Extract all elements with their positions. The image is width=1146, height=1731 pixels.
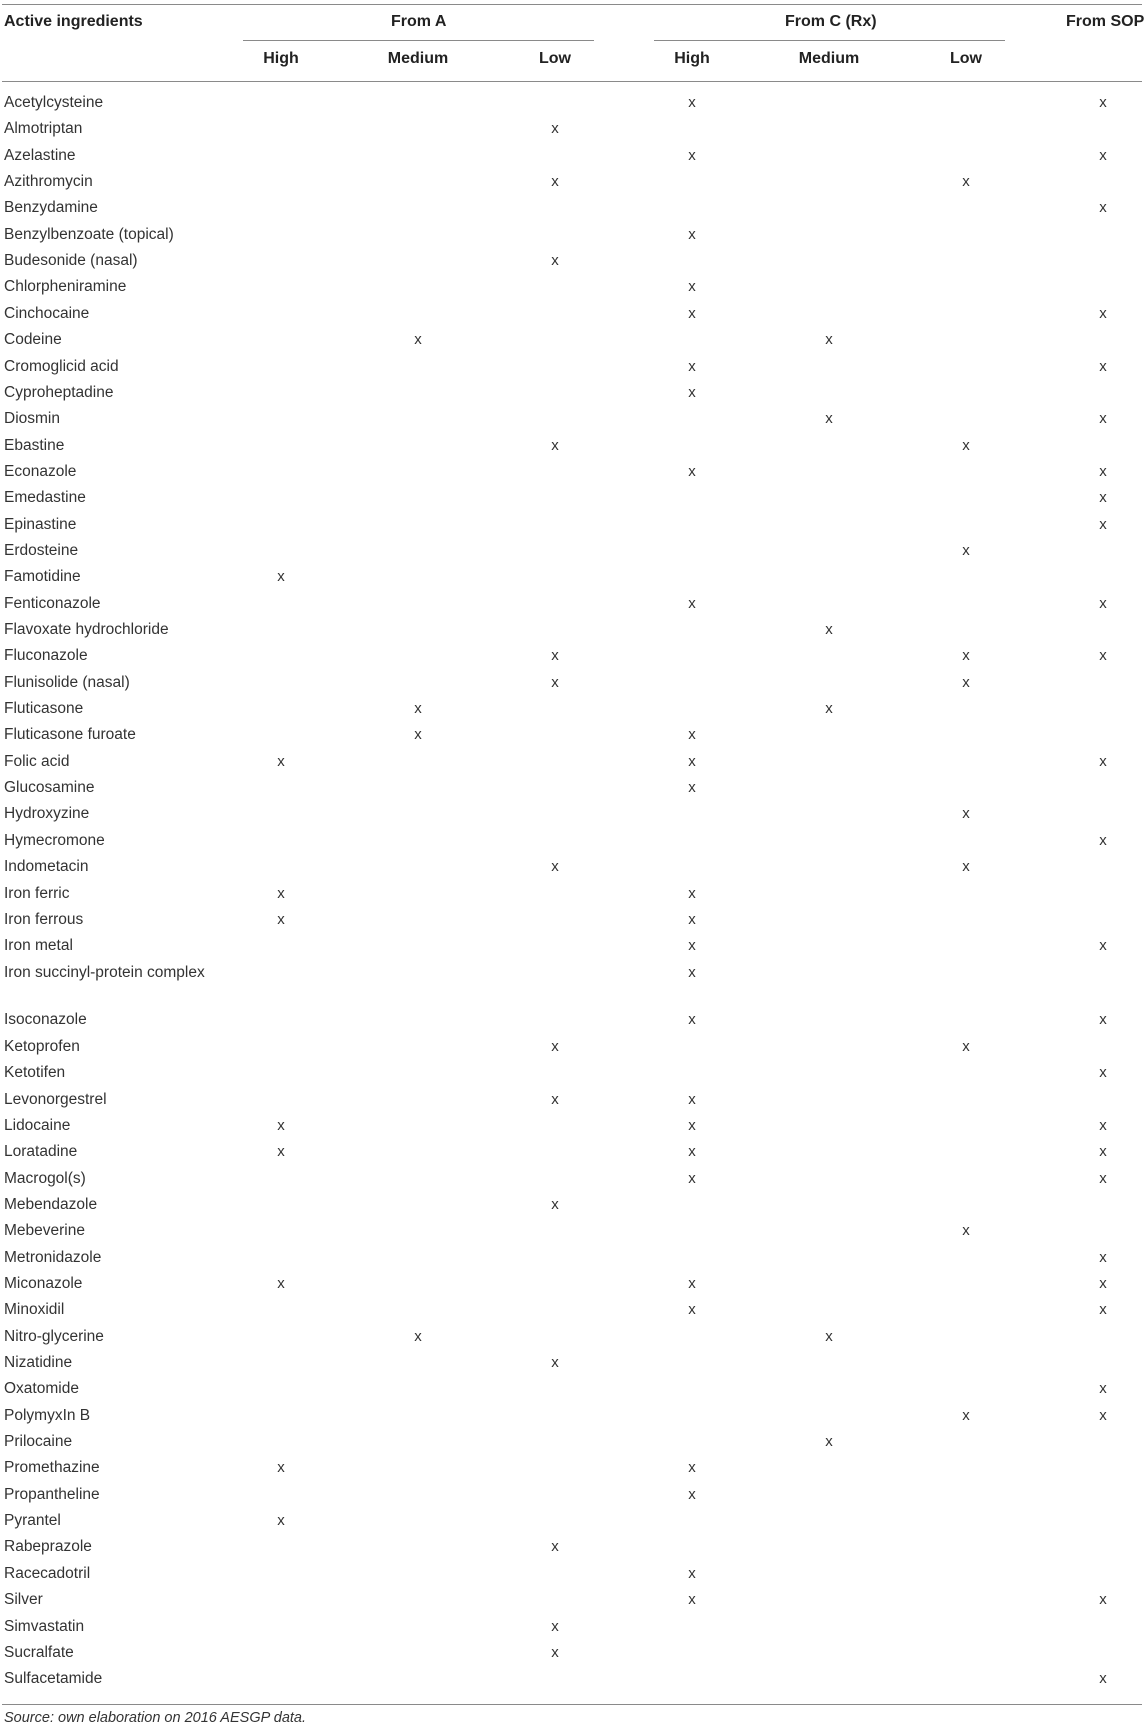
ingredient-name: PolymyxIn B bbox=[4, 1406, 91, 1424]
ingredient-name: Nitro-glycerine bbox=[4, 1327, 104, 1345]
mark-a-high: x bbox=[277, 1512, 285, 1530]
table-row bbox=[0, 1141, 1146, 1167]
mark-c-high: x bbox=[688, 146, 696, 164]
mark-a-low: x bbox=[551, 858, 559, 876]
ingredient-name: Hymecromone bbox=[4, 831, 105, 849]
mark-c-high: x bbox=[688, 1090, 696, 1108]
table-row bbox=[0, 1352, 1146, 1378]
header-c-high: High bbox=[674, 50, 710, 67]
ingredient-name: Acetylcysteine bbox=[4, 94, 104, 111]
mark-sop: x bbox=[1099, 1670, 1107, 1688]
mark-sop: x bbox=[1099, 489, 1107, 507]
table-row bbox=[0, 856, 1146, 882]
header-a-medium: Medium bbox=[387, 50, 449, 67]
mark-a-low: x bbox=[551, 436, 559, 454]
ingredient-name: Fluconazole bbox=[4, 647, 88, 665]
mark-c-high: x bbox=[688, 752, 696, 770]
ingredient-name: Iron succinyl-protein complex bbox=[4, 963, 205, 981]
ingredient-name: Cromoglicid acid bbox=[4, 357, 119, 375]
table-row bbox=[0, 487, 1146, 513]
mark-sop: x bbox=[1099, 1406, 1107, 1424]
header-a-low: Low bbox=[539, 50, 571, 67]
mark-c-high: x bbox=[688, 963, 696, 981]
source-footnote: Source: own elaboration on 2016 AESGP data. bbox=[4, 1710, 307, 1726]
table-row bbox=[0, 1405, 1146, 1431]
table-row bbox=[0, 1616, 1146, 1642]
mark-sop: x bbox=[1099, 410, 1107, 428]
mark-a-high: x bbox=[277, 568, 285, 586]
ingredient-name: Macrogol(s) bbox=[4, 1169, 86, 1187]
ingredient-name: Mebeverine bbox=[4, 1222, 85, 1240]
ingredient-name: Epinastine bbox=[4, 515, 77, 533]
mark-c-high: x bbox=[688, 1564, 696, 1582]
table-row bbox=[0, 276, 1146, 302]
table-row bbox=[0, 1431, 1146, 1457]
mark-a-high: x bbox=[277, 1274, 285, 1292]
mark-a-medium: x bbox=[414, 331, 422, 349]
mark-a-low: x bbox=[551, 1354, 559, 1371]
mark-a-high: x bbox=[277, 1116, 285, 1134]
mark-a-high: x bbox=[277, 752, 285, 770]
table-row bbox=[0, 1378, 1146, 1404]
table-row bbox=[0, 1457, 1146, 1483]
table-row bbox=[0, 1326, 1146, 1352]
table-row bbox=[0, 1062, 1146, 1088]
mark-a-low: x bbox=[551, 673, 559, 691]
ingredient-name: Sulfacetamide bbox=[4, 1670, 103, 1688]
mark-sop: x bbox=[1099, 831, 1107, 849]
table-row bbox=[0, 92, 1146, 118]
mark-c-medium: x bbox=[825, 1327, 833, 1345]
table-row bbox=[0, 672, 1146, 698]
ingredient-name: Loratadine bbox=[4, 1143, 78, 1161]
mark-sop: x bbox=[1099, 515, 1107, 533]
table-row bbox=[0, 118, 1146, 144]
mark-c-low: x bbox=[962, 647, 970, 665]
ingredient-name: Chlorpheniramine bbox=[4, 278, 127, 296]
mark-c-high: x bbox=[688, 594, 696, 612]
mark-sop: x bbox=[1099, 1169, 1107, 1187]
ingredient-name: Econazole bbox=[4, 462, 77, 480]
table-row bbox=[0, 1009, 1146, 1035]
ingredient-name: Benzydamine bbox=[4, 199, 98, 217]
table-row bbox=[0, 830, 1146, 856]
mark-sop: x bbox=[1099, 199, 1107, 217]
table-row bbox=[0, 645, 1146, 671]
table-row bbox=[0, 461, 1146, 487]
ingredient-name: Fluticasone bbox=[4, 700, 84, 718]
mark-sop: x bbox=[1099, 1591, 1107, 1609]
mark-a-high: x bbox=[277, 1459, 285, 1477]
ingredient-name: Glucosamine bbox=[4, 779, 95, 797]
table-row bbox=[0, 962, 1146, 1010]
mark-sop: x bbox=[1099, 1274, 1107, 1292]
ingredient-name: Cyproheptadine bbox=[4, 383, 114, 401]
mark-c-high: x bbox=[688, 1591, 696, 1609]
mark-sop: x bbox=[1099, 462, 1107, 480]
ingredient-name: Ketotifen bbox=[4, 1064, 66, 1082]
mark-sop: x bbox=[1099, 752, 1107, 770]
header-a-high: High bbox=[263, 50, 299, 67]
table-row bbox=[0, 514, 1146, 540]
ingredient-name: Propantheline bbox=[4, 1485, 100, 1503]
mark-sop: x bbox=[1099, 1301, 1107, 1319]
ingredient-name: Hydroxyzine bbox=[4, 805, 90, 823]
mark-a-low: x bbox=[551, 1037, 559, 1055]
ingredient-name: Ketoprofen bbox=[4, 1037, 80, 1055]
mark-c-medium: x bbox=[825, 1433, 833, 1451]
mark-c-high: x bbox=[688, 94, 696, 111]
mark-a-low: x bbox=[551, 1643, 559, 1661]
table-row bbox=[0, 329, 1146, 355]
table-row bbox=[0, 751, 1146, 777]
mark-a-high: x bbox=[277, 1143, 285, 1161]
mark-a-low: x bbox=[551, 1538, 559, 1556]
mark-c-medium: x bbox=[825, 621, 833, 638]
table-row bbox=[0, 1510, 1146, 1536]
table-row bbox=[0, 909, 1146, 935]
mark-c-high: x bbox=[688, 1274, 696, 1292]
mark-a-low: x bbox=[551, 252, 559, 270]
table-row bbox=[0, 145, 1146, 171]
ingredient-name: Erdosteine bbox=[4, 541, 79, 559]
mark-c-high: x bbox=[688, 726, 696, 744]
mark-a-low: x bbox=[551, 173, 559, 191]
mark-c-high: x bbox=[688, 1169, 696, 1187]
mark-c-high: x bbox=[688, 1116, 696, 1134]
table-row bbox=[0, 1484, 1146, 1510]
mark-c-high: x bbox=[688, 1011, 696, 1029]
mark-c-low: x bbox=[962, 541, 970, 559]
mark-a-medium: x bbox=[414, 726, 422, 744]
mark-sop: x bbox=[1099, 94, 1107, 111]
ingredient-name: Folic acid bbox=[4, 752, 70, 770]
mark-a-low: x bbox=[551, 1090, 559, 1108]
ingredient-name: Indometacin bbox=[4, 858, 89, 876]
ingredient-name: Emedastine bbox=[4, 489, 86, 507]
table-row bbox=[0, 724, 1146, 750]
mark-c-low: x bbox=[962, 1406, 970, 1424]
table-bottom-rule bbox=[2, 1704, 1142, 1705]
header-from-c: From C (Rx) bbox=[785, 13, 877, 30]
header-from-a: From A bbox=[391, 13, 447, 30]
mark-c-high: x bbox=[688, 278, 696, 296]
table-row bbox=[0, 935, 1146, 961]
ingredient-name: Miconazole bbox=[4, 1274, 83, 1292]
ingredient-name: Flunisolide (nasal) bbox=[4, 673, 130, 691]
from-a-group-rule bbox=[243, 40, 594, 41]
ingredient-name: Sucralfate bbox=[4, 1643, 74, 1661]
mark-sop: x bbox=[1099, 146, 1107, 164]
table-row bbox=[0, 593, 1146, 619]
ingredient-name: Mebendazole bbox=[4, 1195, 98, 1213]
table-row bbox=[0, 197, 1146, 223]
table-row bbox=[0, 619, 1146, 645]
header-c-medium: Medium bbox=[798, 50, 860, 67]
table-row bbox=[0, 224, 1146, 250]
mark-sop: x bbox=[1099, 1064, 1107, 1082]
ingredient-name: Iron metal bbox=[4, 937, 73, 955]
ingredient-name: Flavoxate hydrochloride bbox=[4, 621, 169, 638]
from-c-group-rule bbox=[654, 40, 1005, 41]
mark-c-low: x bbox=[962, 1037, 970, 1055]
mark-c-low: x bbox=[962, 805, 970, 823]
mark-sop: x bbox=[1099, 937, 1107, 955]
table-row bbox=[0, 1247, 1146, 1273]
table-row bbox=[0, 1563, 1146, 1589]
ingredient-name: Prilocaine bbox=[4, 1433, 73, 1451]
mark-sop: x bbox=[1099, 1143, 1107, 1161]
ingredient-name: Diosmin bbox=[4, 410, 60, 428]
mark-c-medium: x bbox=[825, 410, 833, 428]
mark-sop: x bbox=[1099, 1248, 1107, 1266]
header-from-sop: From SOP bbox=[1066, 13, 1145, 30]
mark-c-low: x bbox=[962, 673, 970, 691]
mark-a-high: x bbox=[277, 884, 285, 902]
mark-a-medium: x bbox=[414, 700, 422, 718]
mark-c-high: x bbox=[688, 357, 696, 375]
mark-c-high: x bbox=[688, 884, 696, 902]
table-row bbox=[0, 250, 1146, 276]
mark-sop: x bbox=[1099, 1011, 1107, 1029]
ingredient-name: Azelastine bbox=[4, 146, 76, 164]
ingredient-name: Almotriptan bbox=[4, 120, 83, 138]
mark-c-low: x bbox=[962, 858, 970, 876]
mark-sop: x bbox=[1099, 1380, 1107, 1398]
mark-c-high: x bbox=[688, 1459, 696, 1477]
table-row bbox=[0, 540, 1146, 566]
ingredient-name: Levonorgestrel bbox=[4, 1090, 107, 1108]
mark-c-high: x bbox=[688, 1143, 696, 1161]
ingredient-name: Lidocaine bbox=[4, 1116, 71, 1134]
ingredient-name: Ebastine bbox=[4, 436, 65, 454]
ingredient-name: Pyrantel bbox=[4, 1512, 61, 1530]
table-row bbox=[0, 803, 1146, 829]
table-row bbox=[0, 1668, 1146, 1694]
table-row bbox=[0, 408, 1146, 434]
ingredient-name: Azithromycin bbox=[4, 173, 93, 191]
ingredient-name: Simvastatin bbox=[4, 1617, 85, 1635]
mark-a-low: x bbox=[551, 647, 559, 665]
table-row bbox=[0, 566, 1146, 592]
table-row bbox=[0, 1220, 1146, 1246]
ingredient-name: Metronidazole bbox=[4, 1248, 102, 1266]
mark-sop: x bbox=[1099, 647, 1107, 665]
table-row bbox=[0, 303, 1146, 329]
ingredient-name: Codeine bbox=[4, 331, 62, 349]
ingredient-name: Isoconazole bbox=[4, 1011, 87, 1029]
ingredient-name: Iron ferric bbox=[4, 884, 70, 902]
ingredient-name: Racecadotril bbox=[4, 1564, 91, 1582]
mark-c-high: x bbox=[688, 910, 696, 928]
mark-a-low: x bbox=[551, 1617, 559, 1635]
table-row bbox=[0, 1273, 1146, 1299]
table-row bbox=[0, 1589, 1146, 1615]
mark-c-high: x bbox=[688, 1301, 696, 1319]
mark-c-high: x bbox=[688, 304, 696, 322]
mark-sop: x bbox=[1099, 357, 1107, 375]
header-active-ingredients: Active ingredients bbox=[4, 13, 143, 30]
ingredient-name: Promethazine bbox=[4, 1459, 100, 1477]
mark-c-low: x bbox=[962, 1222, 970, 1240]
mark-c-high: x bbox=[688, 937, 696, 955]
ingredient-name: Iron ferrous bbox=[4, 910, 84, 928]
ingredient-name: Rabeprazole bbox=[4, 1538, 92, 1556]
ingredient-name: Famotidine bbox=[4, 568, 81, 586]
mark-c-low: x bbox=[962, 173, 970, 191]
mark-a-medium: x bbox=[414, 1327, 422, 1345]
ingredient-name: Oxatomide bbox=[4, 1380, 79, 1398]
table-row bbox=[0, 1536, 1146, 1562]
mark-c-high: x bbox=[688, 225, 696, 243]
table-row bbox=[0, 171, 1146, 197]
mark-c-high: x bbox=[688, 1485, 696, 1503]
table-row bbox=[0, 356, 1146, 382]
ingredient-name: Minoxidil bbox=[4, 1301, 65, 1319]
table-row bbox=[0, 435, 1146, 461]
mark-c-high: x bbox=[688, 383, 696, 401]
table-row bbox=[0, 1194, 1146, 1220]
ingredient-name: Cinchocaine bbox=[4, 304, 90, 322]
table-row bbox=[0, 883, 1146, 909]
ingredient-name: Silver bbox=[4, 1591, 43, 1609]
mark-c-high: x bbox=[688, 779, 696, 797]
mark-c-low: x bbox=[962, 436, 970, 454]
table-top-rule bbox=[2, 4, 1142, 5]
mark-a-low: x bbox=[551, 120, 559, 138]
mark-a-high: x bbox=[277, 910, 285, 928]
table-row bbox=[0, 1115, 1146, 1141]
ingredient-name: Fluticasone furoate bbox=[4, 726, 136, 744]
table-row bbox=[0, 1299, 1146, 1325]
table-row bbox=[0, 1642, 1146, 1668]
ingredient-name: Fenticonazole bbox=[4, 594, 101, 612]
table-row bbox=[0, 1168, 1146, 1194]
header-c-low: Low bbox=[950, 50, 982, 67]
mark-c-high: x bbox=[688, 462, 696, 480]
ingredient-name: Budesonide (nasal) bbox=[4, 252, 138, 270]
mark-a-low: x bbox=[551, 1195, 559, 1213]
table-row bbox=[0, 777, 1146, 803]
ingredient-name: Nizatidine bbox=[4, 1354, 73, 1371]
mark-sop: x bbox=[1099, 1116, 1107, 1134]
table-row bbox=[0, 382, 1146, 408]
mark-sop: x bbox=[1099, 304, 1107, 322]
table-header-rule bbox=[2, 81, 1142, 82]
mark-c-medium: x bbox=[825, 700, 833, 718]
mark-c-medium: x bbox=[825, 331, 833, 349]
table-row bbox=[0, 698, 1146, 724]
table-row bbox=[0, 1089, 1146, 1115]
ingredient-name: Benzylbenzoate (topical) bbox=[4, 225, 174, 243]
table-row bbox=[0, 1036, 1146, 1062]
mark-sop: x bbox=[1099, 594, 1107, 612]
